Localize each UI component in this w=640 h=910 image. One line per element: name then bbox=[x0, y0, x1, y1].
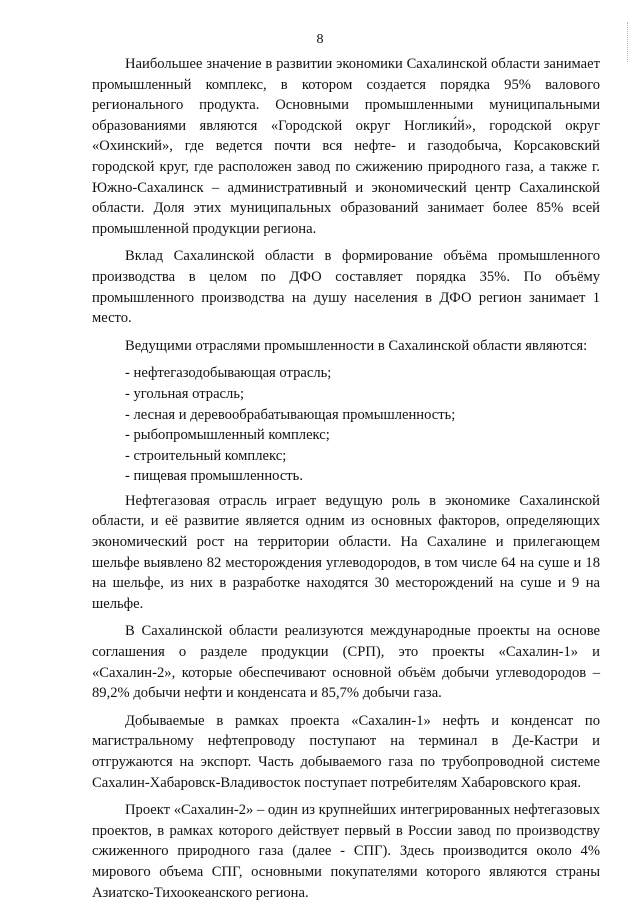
paragraph-oil-gas: Нефтегазовая отрасль играет ведущую роль в экономике Сахалинской области, и её развитие является одним из основных факторов, определяющих экономический рост на территории области. На Сахалине и прилегающем шельфе выявлено 82 месторождения углеводородов, в том числе 64 на суше и 18 на шельфе, из них в разработке находятся 30 месторождений на суше и 9 на шельфе. bbox=[92, 492, 600, 612]
paragraph-dfo-contribution: Вклад Сахалинской области в формирование объёма промышленного производства в целом по ДФО составляет порядка 35%. По объёму промышленного производства на душу населения в ДФО регион занимает 1 место. bbox=[92, 248, 600, 327]
list-item: - лесная и деревообрабатывающая промышленность; bbox=[125, 406, 456, 423]
paragraph-sakhalin-2: Проект «Сахалин-2» – один из крупнейших интегрированных нефтегазовых проектов, в рамках которого действует первый в России завод по производству сжиженного природного газа (далее - СПГ). Здесь производится около 4% мирового объема СПГ, основными покупателями которого являются страны Азиатско-Тихоокеанского региона. bbox=[92, 802, 600, 901]
list-item: - строительный комплекс; bbox=[125, 447, 287, 464]
list-item: - нефтегазодобывающая отрасль; bbox=[125, 365, 332, 382]
paragraph-leading-industries: Ведущими отраслями промышленности в Сахалинской области являются: bbox=[125, 337, 588, 354]
list-item: - рыбопромышленный комплекс; bbox=[125, 427, 330, 444]
page-body bbox=[92, 54, 600, 910]
list-item: - угольная отрасль; bbox=[125, 385, 245, 402]
list-item: - пищевая промышленность. bbox=[125, 468, 303, 485]
paragraph-psa-projects: В Сахалинской области реализуются международные проекты на основе соглашения о разделе продукции (СРП), это проекты «Сахалин-1» и «Сахалин-2», которые обеспечивают основной объём добычи углеводородов – 89,2% добычи нефти и конденсата и 85,7% добычи газа. bbox=[92, 623, 600, 702]
page-number: 8 bbox=[316, 32, 324, 47]
paragraph-industry-share: Наибольшее значение в развитии экономики Сахалинской области занимает промышленный комплекс, в котором создается порядка 95% валового регионального продукта. Основными промышленными муниципальными образованиями являются «Городской округ Ноглики́й», городской округ «Охинский», где ведется почти вся нефте- и газодобыча, Корсаковский городской круг, где расположен завод по сжижению природного газа, а также г. Южно-Сахалинск – административный и экономический центр Сахалинской области. Доля этих муниципальных образований занимает более 85% всей промышленной продукции региона. bbox=[92, 56, 600, 237]
industries-list bbox=[92, 363, 600, 487]
paragraph-sakhalin-1: Добываемые в рамках проекта «Сахалин-1» нефть и конденсат по магистральному нефтепроводу поступают на терминал в Де-Кастри и отгружаются на экспорт. Часть добываемого газа по трубопроводной системе Сахалин-Хабаровск-Владивосток поступает потребителям Хабаровского края. bbox=[92, 712, 600, 791]
